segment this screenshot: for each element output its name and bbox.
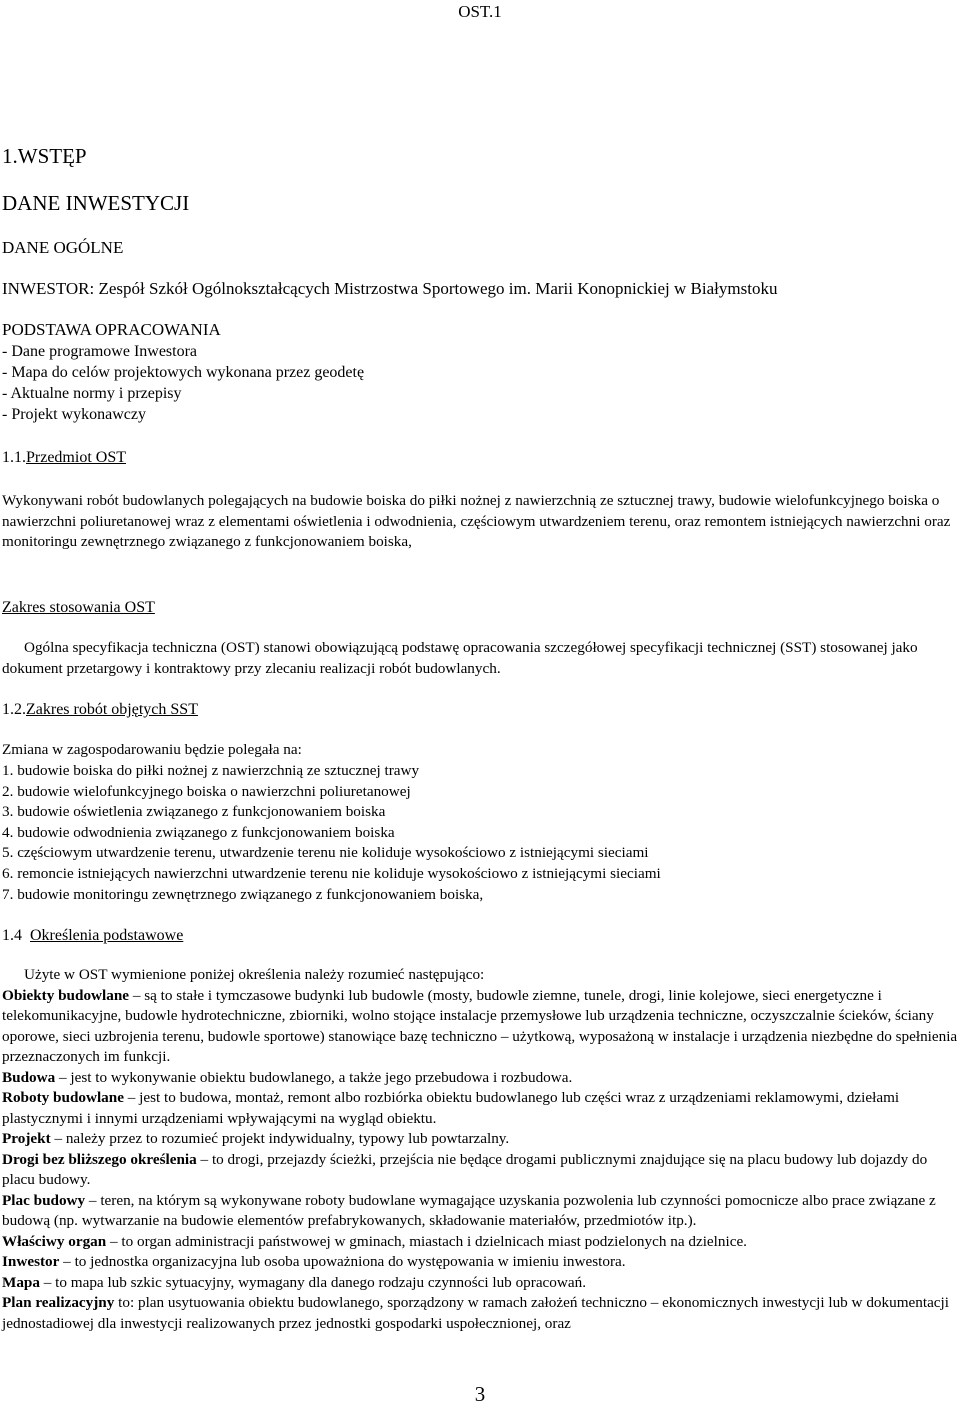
basis-item: - Dane programowe Inwestora bbox=[2, 343, 198, 360]
basis-item: - Aktualne normy i przepisy bbox=[2, 385, 182, 402]
section-title: Określenia podstawowe bbox=[30, 927, 184, 944]
definition-entry bbox=[2, 986, 958, 1068]
basis-item: - Projekt wykonawczy bbox=[2, 406, 146, 423]
definition-text: – to organ administracji państwowej w gminach, miastach i dzielnicach miast podzielonych na dzielnice. bbox=[106, 1232, 747, 1250]
definition-term: Projekt bbox=[2, 1130, 51, 1147]
scope-heading: Zakres stosowania OST bbox=[2, 599, 155, 616]
section-title: Przedmiot OST bbox=[26, 449, 126, 466]
definition-term: Roboty budowlane bbox=[2, 1089, 124, 1106]
works-item: 1. budowie boiska do piłki nożnej z nawierzchnią ze sztucznej trawy bbox=[2, 762, 420, 779]
investment-data-heading: DANE INWESTYCJI bbox=[2, 191, 190, 215]
definition-term: Plan realizacyjny bbox=[2, 1294, 115, 1311]
works-scope-intro: Zmiana w zagospodarowaniu będzie polegała na: bbox=[2, 741, 302, 758]
definition-term: Inwestor bbox=[2, 1253, 60, 1270]
definition-entry bbox=[2, 1252, 958, 1273]
scope-body: Ogólna specyfikacja techniczna (OST) stanowi obowiązującą podstawę opracowania szczegółowej specyfikacji technicznej (SST) stosowanej jako dokument przetargowy i kontraktowy przy zlecaniu realizacji robót budowlanych. bbox=[2, 639, 918, 677]
definition-text: – należy przez to rozumieć projekt indywidualny, typowy lub powtarzalny. bbox=[50, 1130, 510, 1147]
definitions-intro: Użyte w OST wymienione poniżej określenia należy rozumieć następująco: bbox=[24, 966, 485, 983]
works-item: 2. budowie wielofunkcyjnego boiska o nawierzchni poliuretanowej bbox=[2, 782, 411, 800]
definition-text: – jest to wykonywanie obiektu budowlanego, a także jego przebudowa i rozbudowa. bbox=[55, 1068, 573, 1086]
definition-text: – jest to budowa, montaż, remont albo rozbiórka obiektu budowlanego lub części wraz z urządzeniami reklamowymi, dziełami plastycznymi i innymi urządzeniami wpływającymi na wygląd obiektu. bbox=[2, 1089, 900, 1127]
basis-item: - Mapa do celów projektowych wykonana przez geodetę bbox=[2, 364, 365, 381]
definition-term: Obiekty budowlane bbox=[2, 986, 130, 1004]
basis-heading: PODSTAWA OPRACOWANIA bbox=[2, 320, 221, 339]
section-1-1-body: Wykonywani robót budowlanych polegających na budowie boiska do piłki nożnej z nawierzchnią ze sztucznej trawy, budowie wielofunkcyjnego boiska o nawierzchni poliuretanowej wraz z elementami oświetlenia i odwodnienia, częściowym utwardzeniem terenu, oraz remontem istniejących nawierzchni oraz monitoringu zewnętrznego związanego z funkcjonowaniem boiska, bbox=[2, 492, 951, 550]
definition-entry bbox=[2, 1068, 958, 1089]
page-number: 3 bbox=[474, 1382, 486, 1406]
definition-text: – są to stałe i tymczasowe budynki lub budowle (mosty, budowle ziemne, tunele, drogi, linie kolejowe, sieci energetyczne i telekomunikacyjne, budowle hydrotechniczne, zbiorniki, wolno stojące instalacje przemysłowe lub urządzenia techniczne, oczyszczalnie ścieków, ściany oporowe, sieci uzbrojenia terenu, budowle sportowe) stanowiące bazę techniczno – użytkową, wyposażoną w instalacje i urządzenia niezbędne do spełnienia przeznaczonych im funkcji. bbox=[2, 986, 958, 1065]
section-1-2-heading bbox=[2, 700, 198, 721]
definition-entry bbox=[2, 1129, 958, 1150]
definition-entry bbox=[2, 1088, 958, 1129]
works-item: 6. remoncie istniejących nawierzchni utwardzenie terenu nie koliduje wysokościowo z istniejącymi sieciami bbox=[2, 864, 661, 882]
section-title: Zakres robót objętych SST bbox=[26, 701, 198, 718]
works-item: 4. budowie odwodnienia związanego z funkcjonowaniem boiska bbox=[2, 823, 395, 841]
definition-term: Plac budowy bbox=[2, 1191, 86, 1209]
definition-entry bbox=[2, 1150, 958, 1191]
definitions-block bbox=[2, 965, 958, 1334]
works-scope-list bbox=[2, 761, 661, 905]
investor-line: INWESTOR: Zespół Szkół Ogólnokształcących Mistrzostwa Sportowego im. Marii Konopnickiej w Białymstoku bbox=[2, 279, 778, 298]
section-heading-introduction: 1.WSTĘP bbox=[2, 144, 87, 168]
definition-entry bbox=[2, 1232, 958, 1253]
definition-entry bbox=[2, 1191, 958, 1232]
definition-text: – to mapa lub szkic sytuacyjny, wymagany dla danego rodzaju czynności lub opracowań. bbox=[39, 1273, 586, 1291]
definition-term: Drogi bez bliższego określenia bbox=[2, 1150, 197, 1168]
works-item: 7. budowie monitoringu zewnętrznego związanego z funkcjonowaniem boiska, bbox=[2, 885, 484, 903]
section-1-4-heading bbox=[2, 926, 183, 947]
section-number: 1.4 bbox=[2, 927, 22, 944]
definition-text: to: plan usytuowania obiektu budowlanego, sporządzony w ramach założeń techniczno – ekonomicznych inwestycji lub w dokumentacji jednostadiowej dla inwestycji realizowanych przez jednostki gospodarki uspołecznionej, oraz bbox=[2, 1294, 949, 1332]
works-item: 5. częściowym utwardzenie terenu, utwardzenie terenu nie koliduje wysokościowo z istniejącymi sieciami bbox=[2, 844, 649, 862]
document-code-header: OST.1 bbox=[458, 2, 502, 21]
basis-list bbox=[2, 341, 364, 425]
definition-text: – to drogi, przejazdy ścieżki, przejścia nie będące drogami publicznymi znajdujące się na placu budowy lub dojazdy do placu budowy. bbox=[2, 1150, 928, 1188]
section-1-1-heading bbox=[2, 448, 126, 469]
section-number: 1.2. bbox=[2, 701, 26, 718]
definition-term: Właściwy organ bbox=[2, 1232, 107, 1250]
definition-term: Budowa bbox=[2, 1068, 56, 1086]
definition-term: Mapa bbox=[2, 1273, 40, 1291]
definition-text: – teren, na którym są wykonywane roboty budowlane wymagające uzyskania pozwolenia lub czynności pomocnicze albo prace związane z budową (np. wytwarzanie na budowie elementów prefabrykowanych, składowanie materiałów, przedmiotów itp.). bbox=[2, 1191, 936, 1229]
definition-entry bbox=[2, 1273, 958, 1294]
section-number: 1.1. bbox=[2, 449, 26, 466]
works-item: 3. budowie oświetlenia związanego z funkcjonowaniem boiska bbox=[2, 803, 386, 821]
definition-entry bbox=[2, 1293, 958, 1334]
definition-text: – to jednostka organizacyjna lub osoba upoważniona do występowania w imieniu inwestora. bbox=[59, 1253, 626, 1270]
general-data-heading: DANE OGÓLNE bbox=[2, 238, 124, 257]
